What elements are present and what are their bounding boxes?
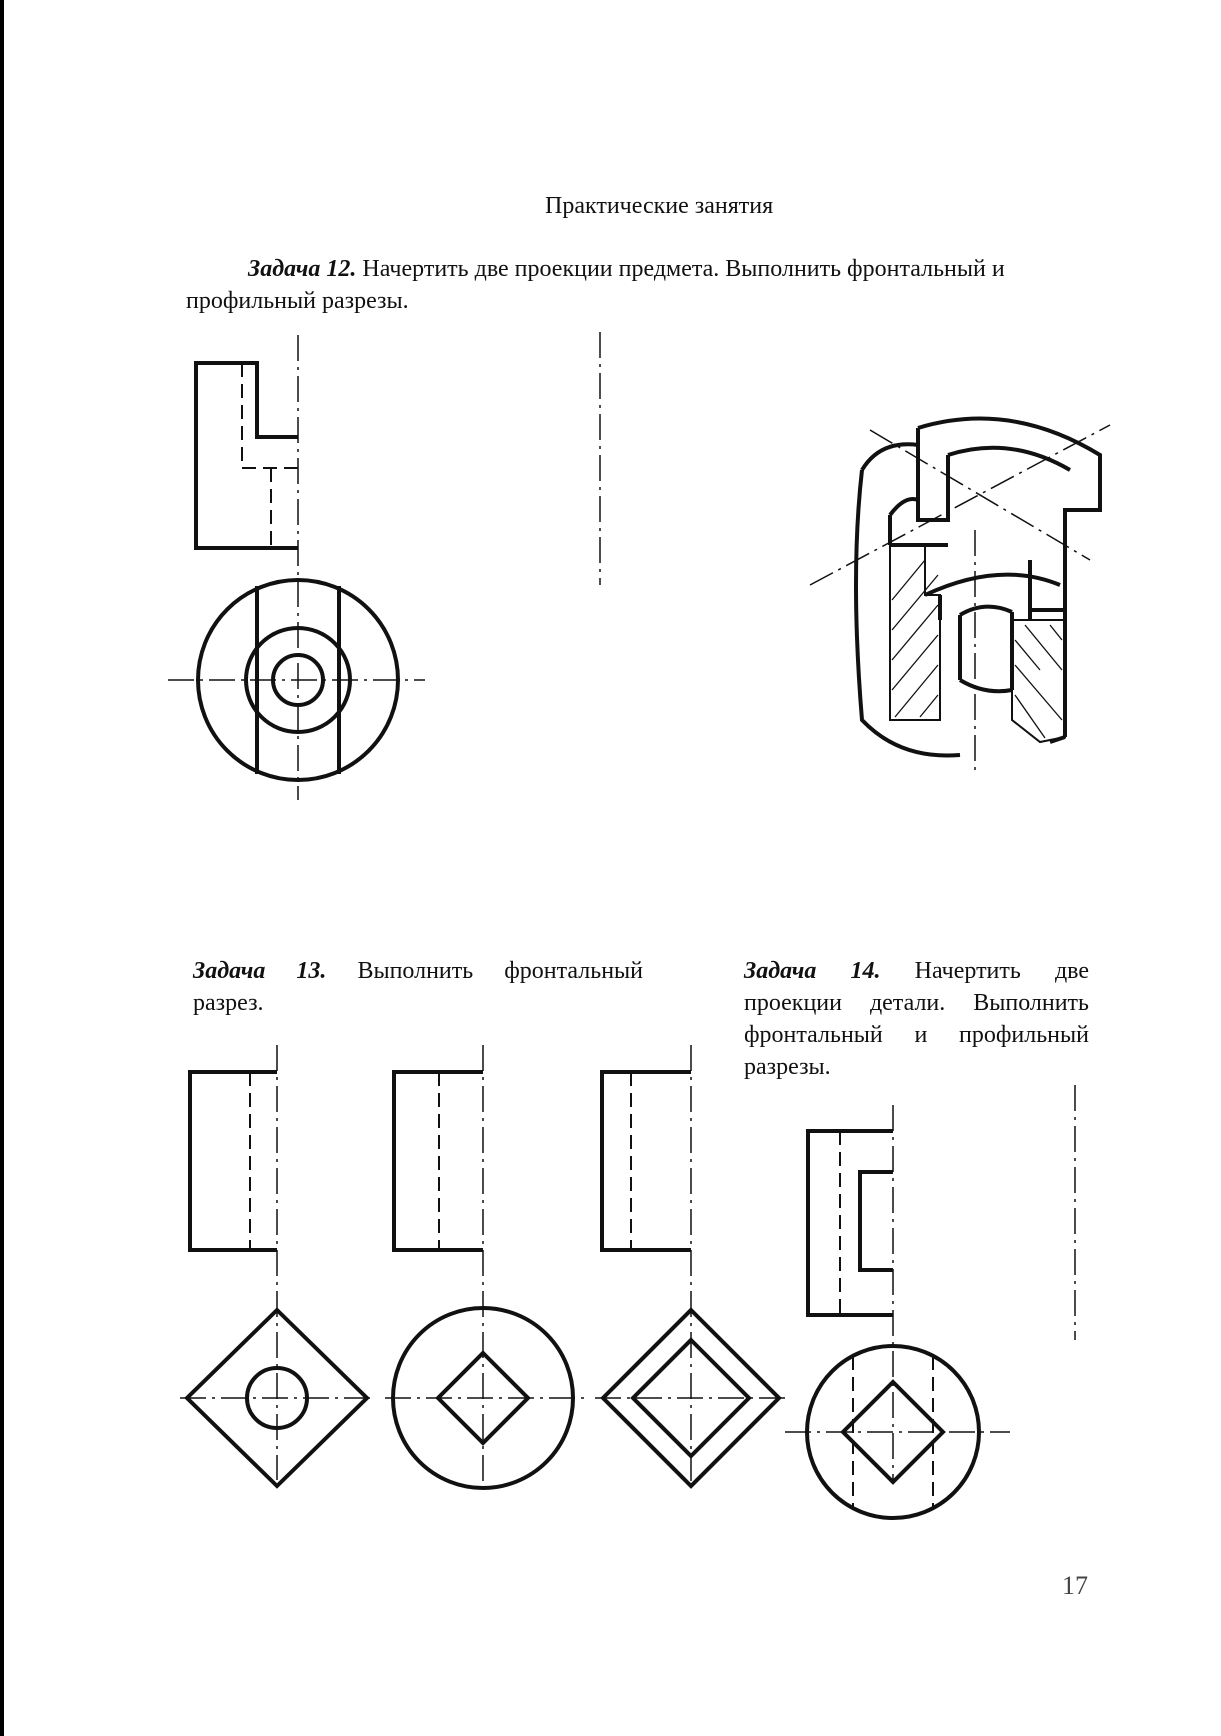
task13-text: Выполнить фронтальный разрез.: [193, 958, 644, 1016]
page-number: 17: [1062, 1571, 1088, 1600]
page-title: Практические занятия: [545, 193, 774, 219]
task12-text: Начертить две проекции предмета. Выполнить фронтальный и профильный разрезы.: [186, 256, 1005, 314]
task12-isometric-view: [810, 419, 1110, 775]
task12-top-view: [168, 580, 425, 780]
task14-text: Начертить две проекции детали. Выполнить фронтальный и профильный разрезы.: [744, 958, 1090, 1080]
task14-label: Задача 14.: [744, 958, 881, 984]
task13-label: Задача 13.: [193, 958, 327, 984]
task13-variant-3: [595, 1045, 790, 1486]
task12-label: Задача 12.: [248, 256, 357, 282]
task13-variant-1: [180, 1045, 375, 1486]
task12-hatching: [892, 560, 1062, 738]
task13-variant-2: [385, 1045, 585, 1488]
task14-top-view: [785, 1346, 1010, 1518]
